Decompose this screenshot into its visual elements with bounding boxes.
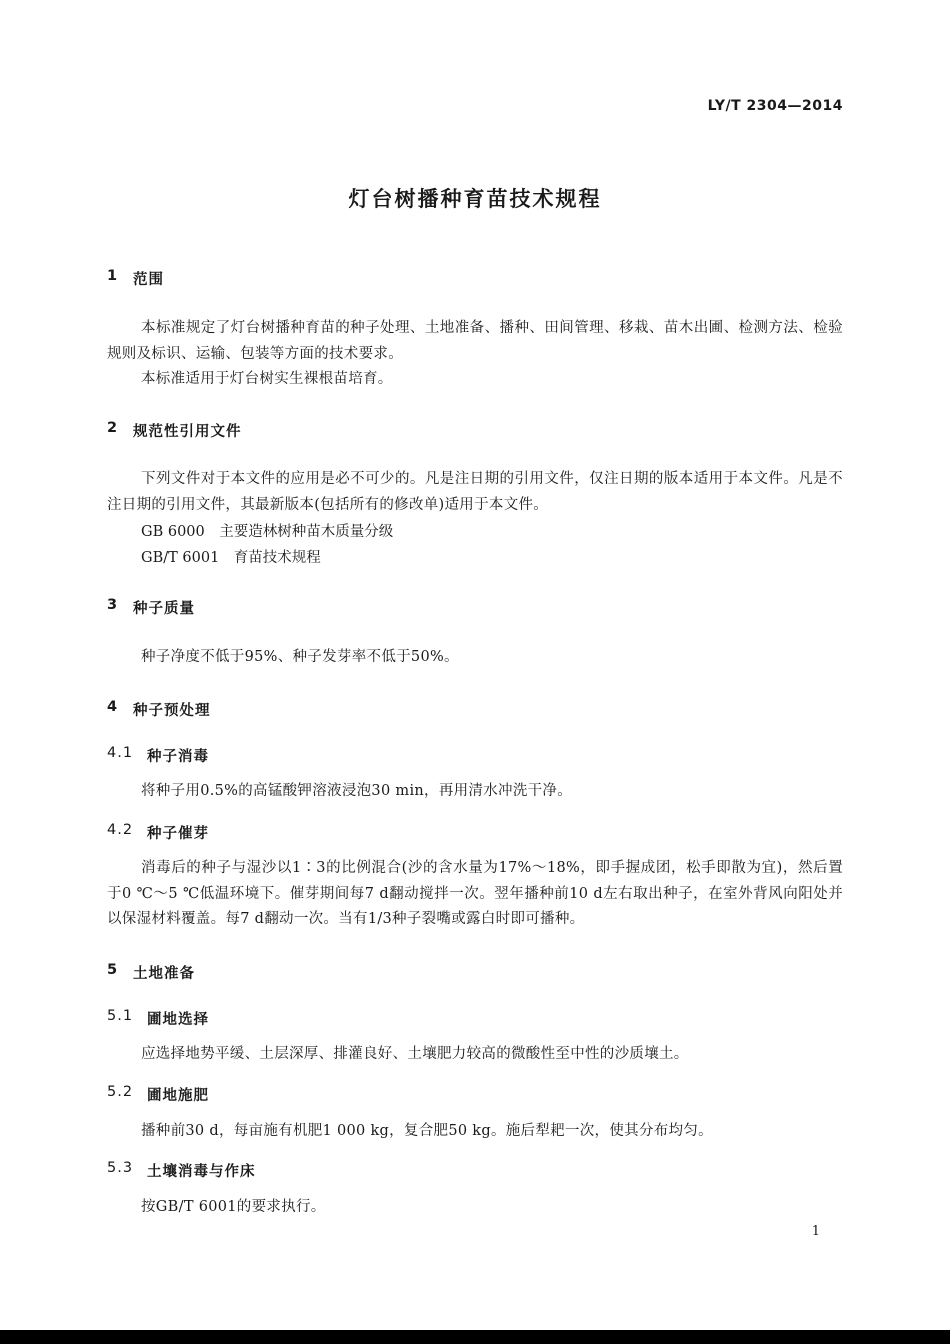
section-1-heading — [107, 268, 164, 289]
reference-gb6000: GB 6000 主要造林树种苗木质量分级 — [141, 524, 394, 540]
subsection-4-1-heading — [107, 745, 209, 766]
page-number: 1 — [811, 1224, 820, 1239]
section-title: 规范性引用文件 — [133, 424, 242, 440]
section-3-heading — [107, 597, 195, 618]
subsection-5-3-paragraph: 按GB/T 6001的要求执行。 — [141, 1199, 326, 1215]
section-2-heading — [107, 420, 242, 441]
section-title: 种子预处理 — [133, 703, 211, 719]
subsection-title: 土壤消毒与作床 — [147, 1164, 256, 1180]
subsection-number: 4.1 — [107, 745, 134, 761]
section-1-paragraph-1: 本标准规定了灯台树播种育苗的种子处理、土地准备、播种、田间管理、移栽、苗木出圃、检测方法、检验规则及标识、运输、包装等方面的技术要求。 — [107, 320, 843, 362]
standard-code: LY/T 2304—2014 — [707, 98, 843, 114]
section-2-paragraph-1: 下列文件对于本文件的应用是必不可少的。凡是注日期的引用文件，仅注日期的版本适用于本文件。凡是不注日期的引用文件，其最新版本(包括所有的修改单)适用于本文件。 — [107, 471, 843, 513]
section-number: 5 — [107, 962, 119, 978]
subsection-title: 圃地选择 — [147, 1012, 209, 1028]
section-4-heading — [107, 699, 211, 720]
subsection-5-2-heading — [107, 1084, 209, 1105]
section-number: 2 — [107, 420, 119, 436]
section-title: 范围 — [133, 272, 164, 288]
subsection-number: 4.2 — [107, 822, 134, 838]
document-title: 灯台树播种育苗技术规程 — [348, 187, 602, 211]
bottom-border — [0, 1330, 950, 1344]
section-3-paragraph-1: 种子净度不低于95%、种子发芽率不低于50%。 — [141, 649, 459, 665]
subsection-5-1-paragraph: 应选择地势平缓、土层深厚、排灌良好、土壤肥力较高的微酸性至中性的沙质壤土。 — [141, 1046, 689, 1062]
subsection-4-1-paragraph: 将种子用0.5%的高锰酸钾溶液浸泡30 min，再用清水冲洗干净。 — [141, 783, 573, 799]
subsection-number: 5.3 — [107, 1160, 134, 1176]
section-title: 土地准备 — [133, 966, 195, 982]
subsection-title: 种子催芽 — [147, 826, 209, 842]
subsection-5-2-paragraph: 播种前30 d，每亩施有机肥1 000 kg，复合肥50 kg。施后犁耙一次，使其分布均匀。 — [141, 1123, 713, 1139]
section-number: 4 — [107, 699, 119, 715]
subsection-4-2-heading — [107, 822, 209, 843]
subsection-5-3-heading — [107, 1160, 256, 1181]
subsection-number: 5.2 — [107, 1084, 134, 1100]
section-number: 1 — [107, 268, 119, 284]
section-5-heading — [107, 962, 195, 983]
subsection-4-2-paragraph: 消毒后的种子与湿沙以1∶3的比例混合(沙的含水量为17%～18%，即手握成团，松手即散为宜)，然后置于0 ℃～5 ℃低温环境下。催芽期间每7 d翻动搅拌一次。翌年播种前10 d左右取出种子，在室外背风向阳处并以保湿材料覆盖。每7 d翻动一次。当有1/3种子裂嘴或露白时即可播种。 — [107, 860, 843, 927]
subsection-5-1-heading — [107, 1008, 209, 1029]
subsection-number: 5.1 — [107, 1008, 134, 1024]
section-1-paragraph-2: 本标准适用于灯台树实生裸根苗培育。 — [141, 371, 393, 387]
section-number: 3 — [107, 597, 119, 613]
reference-gbt6001: GB/T 6001 育苗技术规程 — [141, 550, 321, 566]
subsection-title: 圃地施肥 — [147, 1088, 209, 1104]
section-title: 种子质量 — [133, 601, 195, 617]
subsection-title: 种子消毒 — [147, 749, 209, 765]
